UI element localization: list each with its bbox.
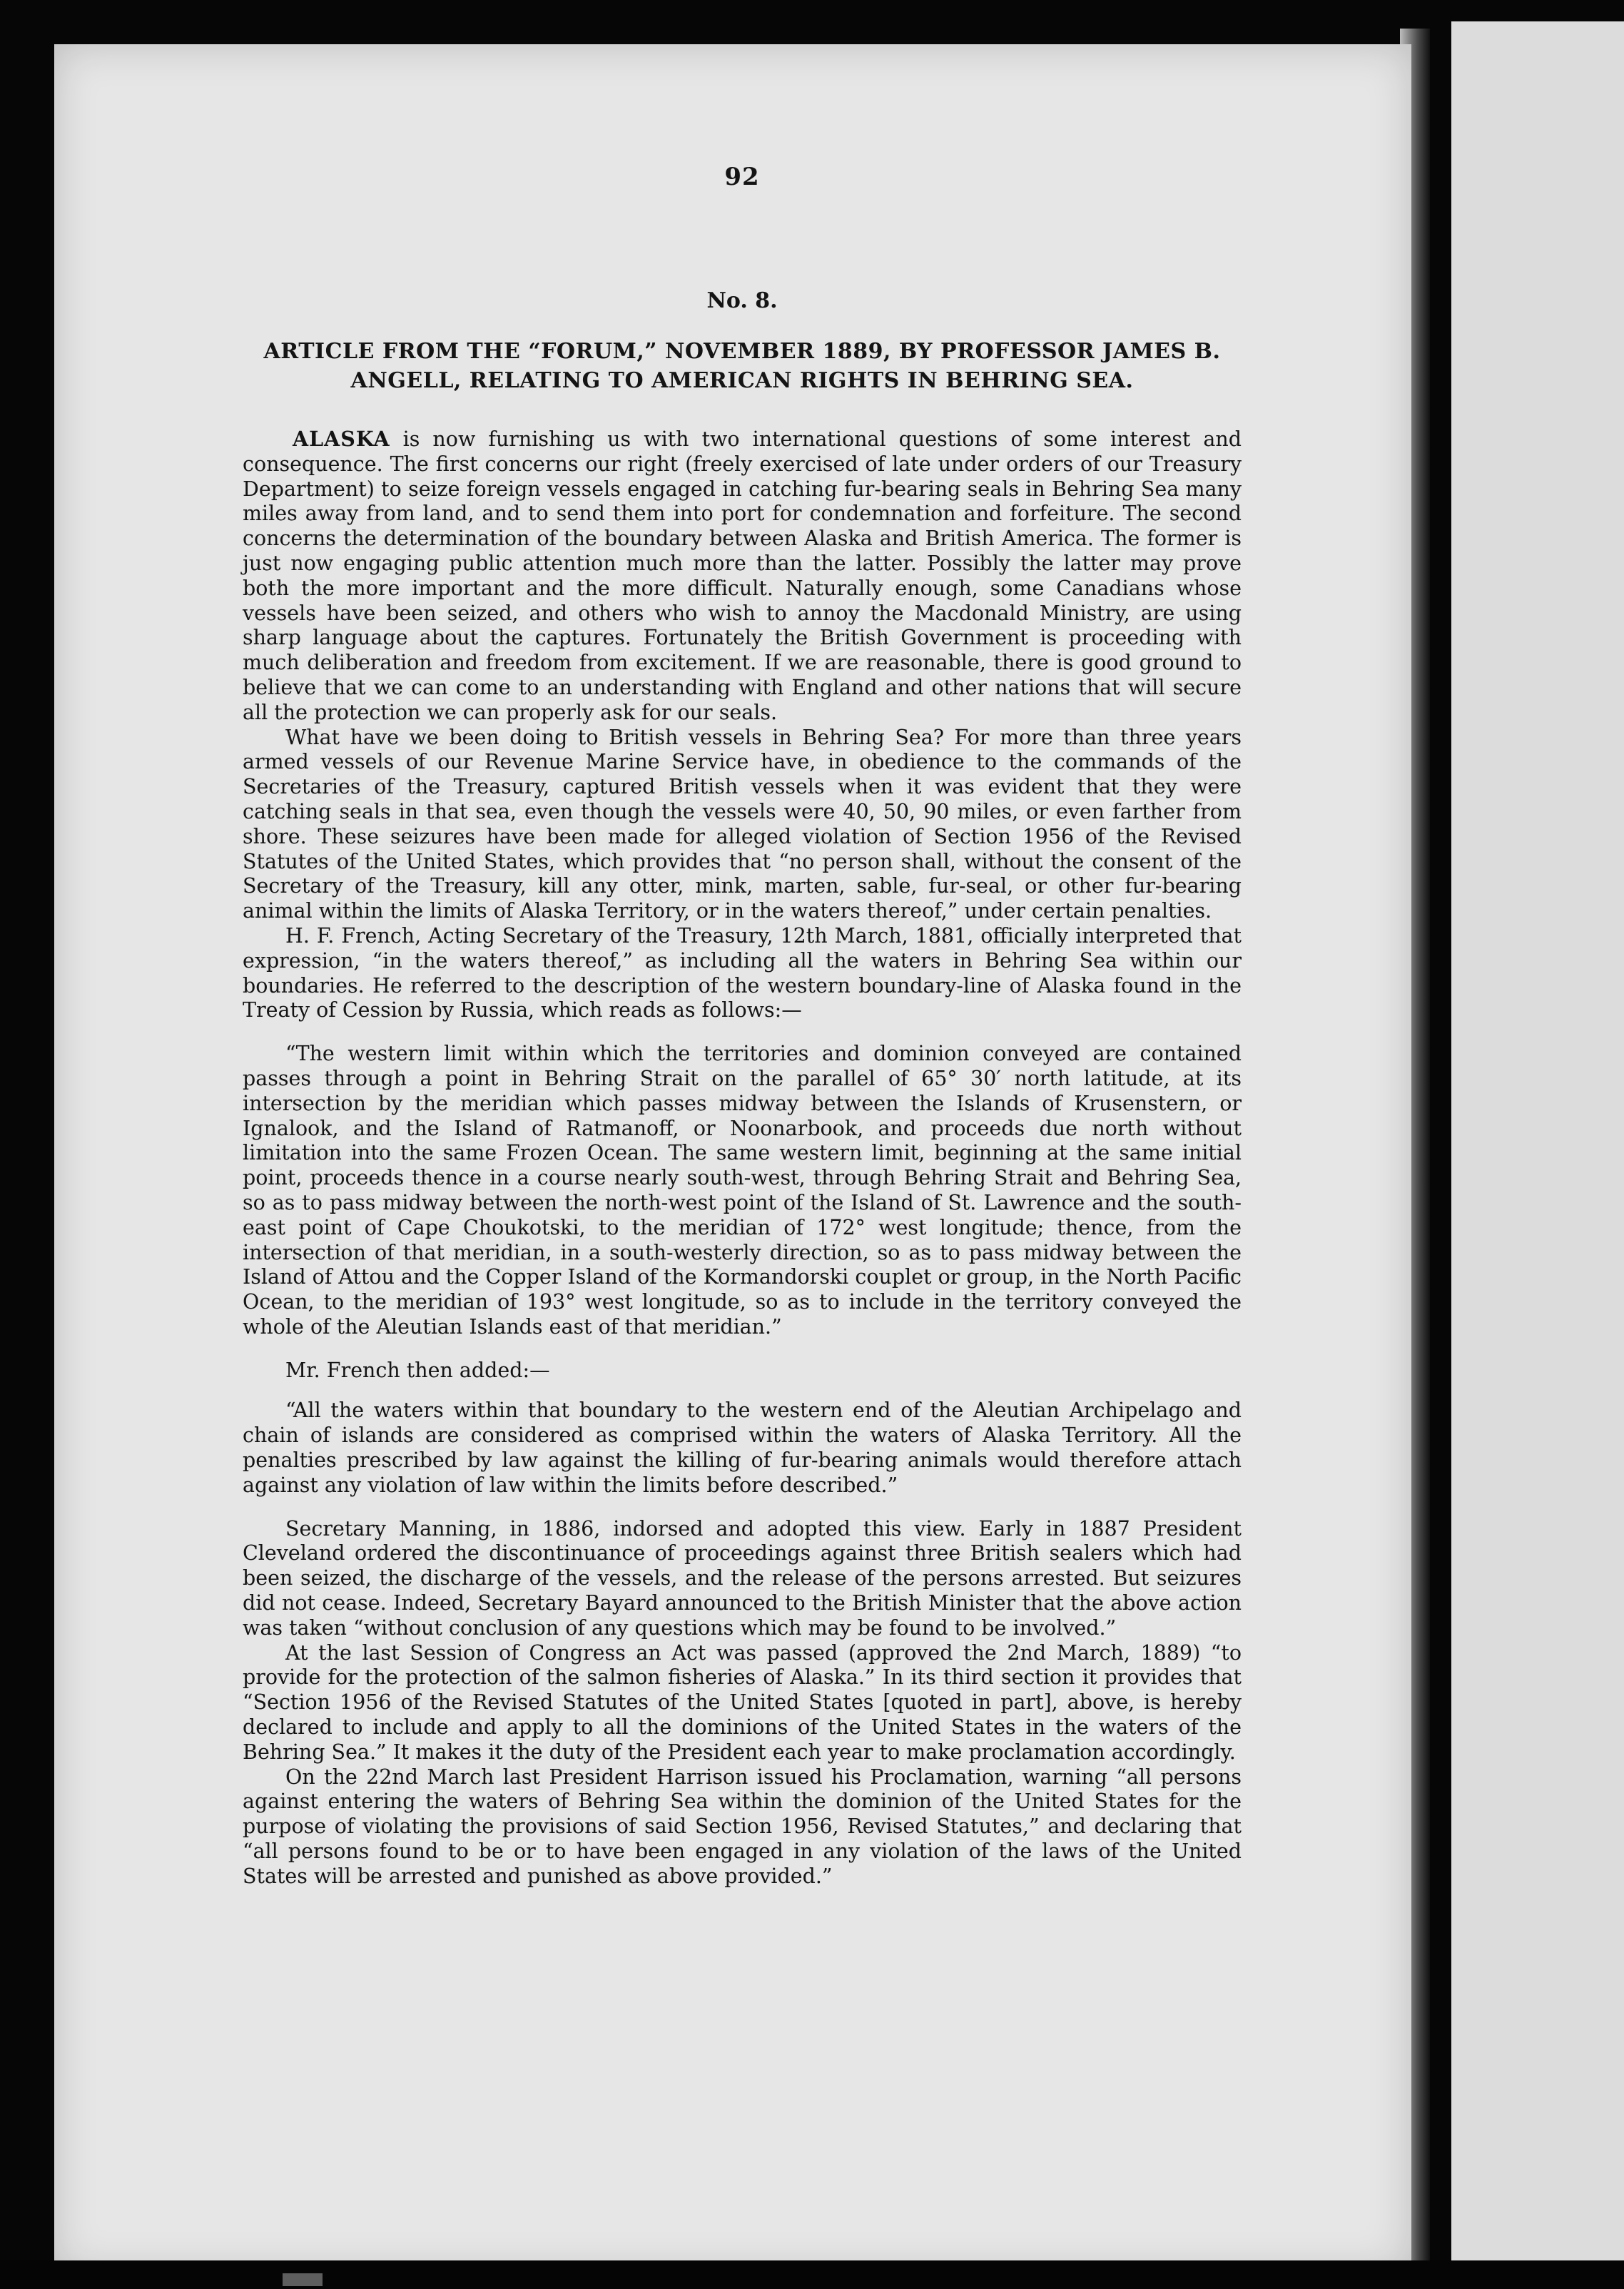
paragraph-intro xyxy=(243,427,1242,726)
paragraph-harrison-proclamation: On the 22nd March last President Harrison issued his Proclamation, warning “all persons against entering the waters of Behring Sea within the dominion of the United States for the purpose of violating the provisions of said Section 1956, Revised Statutes,” and declaring that “all persons found to be or to have been engaged in any violation of the laws of the United States will be arrested and punished as above provided.” xyxy=(243,1765,1242,1888)
scan-border-bottom xyxy=(0,2260,1624,2289)
page-text xyxy=(243,163,1242,1889)
paragraph-manning: Secretary Manning, in 1886, indorsed and adopted this view. Early in 1887 President Cleveland ordered the discontinuance of proceedings against three British sealers which had been seized, the discharge of the vessels, and the release of the persons arrested. But seizures did not cease. Indeed, Secretary Bayard announced to the British Minister that the above action was taken “without conclusion of any questions which may be found to be involved.” xyxy=(243,1516,1242,1640)
adjacent-page-edge xyxy=(1451,21,1624,2289)
paragraph-intro-text: is now furnishing us with two international questions of some interest and consequence. The first concerns our right (freely exercised of late under orders of our Treasury Department) to seize foreign vessels engaged in catching fur-bearing seals in Behring Sea many miles away from land, and to send them into port for condemnation and forfeiture. The second concerns the determination of the boundary between Alaska and British America. The former is just now engaging public attention much more than the latter. Possibly the latter may prove both the more important and the more difficult. Naturally enough, some Canadians whose vessels have been seized, and others who wish to annoy the Macdonald Ministry, are using sharp language about the captures. Fortunately the British Government is proceeding with much deliberation and freedom from excitement. If we are reasonable, there is good ground to believe that we can come to an understanding with England and other nations that will secure all the protection we can properly ask for our seals. xyxy=(243,427,1242,724)
scan-artifact xyxy=(283,2273,323,2286)
quote-french-waters: “All the waters within that boundary to the western end of the Aleutian Archipelago and chain of islands are considered as comprised within the waters of Alaska Territory. All the penalties prescribed by law against the killing of fur-bearing animals would therefore attach against any violation of law within the limits before described.” xyxy=(243,1399,1242,1497)
document-number: No. 8. xyxy=(706,288,778,313)
quote-treaty-boundary: “The western limit within which the territories and dominion conveyed are contained passes through a point in Behring Strait on the parallel of 65° 30′ north latitude, at its intersection by the meridian which passes midway between the Islands of Krusenstern, or Ignalook, and the Island of Ratmanoff, or Noonarbook, and proceeds due north without limitation into the same Frozen Ocean. The same western limit, beginning at the same initial point, proceeds thence in a course nearly south-west, through Behring Strait and Behring Sea, so as to pass midway between the north-west point of the Island of St. Lawrence and the south-east point of Cape Choukotski, to the meridian of 172° west longitude; thence, from the intersection of that meridian, in a south-westerly direction, so as to pass midway between the Island of Attou and the Copper Island of the Kormandorski couplet or group, in the North Pacific Ocean, to the meridian of 193° west longitude, so as to include in the territory conveyed the whole of the Aleutian Islands east of that meridian.” xyxy=(243,1042,1242,1339)
paragraph-congress-act: At the last Session of Congress an Act was passed (approved the 2nd March, 1889) “to provide for the protection of the salmon fisheries of Alaska.” In its third section it provides that “Section 1956 of the Revised Statutes of the United States [quoted in part], above, is hereby declared to include and apply to all the dominions of the United States in the waters of the Behring Sea.” It makes it the duty of the President each year to make proclamation accordingly. xyxy=(243,1640,1242,1764)
paragraph-french-interpretation: H. F. French, Acting Secretary of the Treasury, 12th March, 1881, officially interpreted that expression, “in the waters thereof,” as including all the waters in Behring Sea within our boundaries. He referred to the description of the western boundary-line of Alaska found in the Treaty of Cession by Russia, which reads as follows:— xyxy=(243,923,1242,1022)
paragraph-british-vessels: What have we been doing to British vessels in Behring Sea? For more than three years armed vessels of our Revenue Marine Service have, in obedience to the commands of the Secretaries of the Treasury, captured British vessels when it was evident that they were catching seals in that sea, even though the vessels were 40, 50, 90 miles, or even farther from shore. These seizures have been made for alleged violation of Section 1956 of the Revised Statutes of the United States, which provides that “no person shall, without the consent of the Secretary of the Treasury, kill any otter, mink, marten, sable, fur-seal, or other fur-bearing animal within the limits of Alaska Territory, or in the waters thereof,” under certain penalties. xyxy=(243,725,1242,923)
page-number: 92 xyxy=(724,163,760,191)
paragraph-french-added: Mr. French then added:— xyxy=(285,1358,550,1382)
lead-word: ALASKA xyxy=(293,427,390,451)
article-title: ARTICLE FROM THE “FORUM,” NOVEMBER 1889, BY PROFESSOR JAMES B. ANGELL, RELATING TO AMERICAN RIGHTS IN BEHRING SEA. xyxy=(263,339,1221,393)
